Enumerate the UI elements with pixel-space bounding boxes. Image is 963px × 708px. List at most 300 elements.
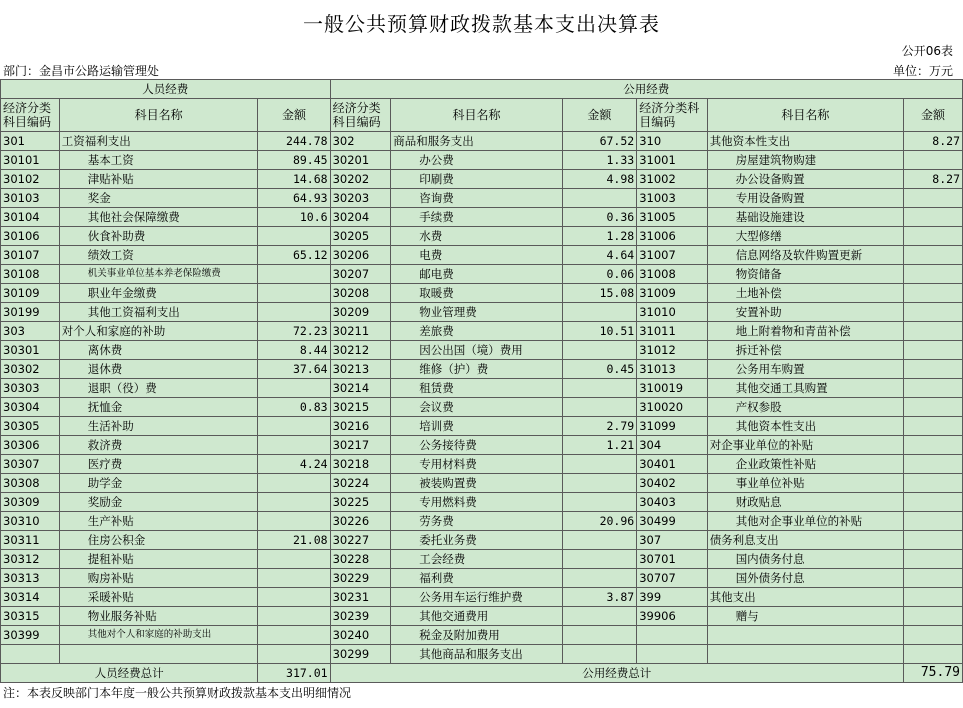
code-cell: 30201	[330, 151, 391, 170]
subject-cell: 差旅费	[391, 322, 562, 341]
subject-cell: 国内债务付息	[707, 550, 903, 569]
amount-cell	[562, 303, 637, 322]
subject-cell: 安置补助	[707, 303, 903, 322]
subject-cell: 专用燃料费	[391, 493, 562, 512]
expenditure-table	[0, 79, 963, 683]
table-row	[1, 303, 963, 322]
code-cell: 31006	[637, 227, 707, 246]
subject-cell: 专用材料费	[391, 455, 562, 474]
amount-cell: 0.36	[562, 208, 637, 227]
amount-cell: 20.96	[562, 512, 637, 531]
code-cell: 30240	[330, 626, 391, 645]
code-cell: 30307	[1, 455, 60, 474]
subject-cell: 产权参股	[707, 398, 903, 417]
amount-cell: 8.27	[903, 170, 962, 189]
amount-cell	[258, 626, 330, 645]
subject-cell: 物资储备	[707, 265, 903, 284]
amount-cell: 21.08	[258, 531, 330, 550]
public-total-label: 公用经费总计	[330, 664, 903, 683]
amount-cell	[562, 398, 637, 417]
amount-cell	[562, 189, 637, 208]
table-row	[1, 531, 963, 550]
code-cell: 399	[637, 588, 707, 607]
subject-cell: 工资福利支出	[59, 132, 258, 151]
subject-cell: 拆迁补偿	[707, 341, 903, 360]
code-cell: 30305	[1, 417, 60, 436]
amount-cell: 1.21	[562, 436, 637, 455]
header-amount: 金额	[562, 99, 637, 132]
department-label: 部门：金昌市公路运输管理处	[3, 64, 160, 78]
table-row	[1, 379, 963, 398]
amount-cell: 2.79	[562, 417, 637, 436]
code-cell: 30106	[1, 227, 60, 246]
table-row	[1, 170, 963, 189]
code-cell: 30499	[637, 512, 707, 531]
subject-cell: 其他资本性支出	[707, 132, 903, 151]
amount-cell: 14.68	[258, 170, 330, 189]
amount-cell	[903, 398, 962, 417]
subject-cell: 国外债务付息	[707, 569, 903, 588]
amount-cell	[562, 474, 637, 493]
subject-cell: 信息网络及软件购置更新	[707, 246, 903, 265]
code-cell: 30216	[330, 417, 391, 436]
subject-cell: 会议费	[391, 398, 562, 417]
subject-cell: 生活补助	[59, 417, 258, 436]
subject-cell: 物业服务补贴	[59, 607, 258, 626]
code-cell: 31002	[637, 170, 707, 189]
subject-cell: 因公出国（境）费用	[391, 341, 562, 360]
code-cell: 310	[637, 132, 707, 151]
code-cell: 30239	[330, 607, 391, 626]
subject-cell: 基础设施建设	[707, 208, 903, 227]
code-cell: 39906	[637, 607, 707, 626]
code-cell: 30217	[330, 436, 391, 455]
amount-cell: 15.08	[562, 284, 637, 303]
subject-cell: 退职（役）费	[59, 379, 258, 398]
amount-cell	[258, 512, 330, 531]
code-cell: 30303	[1, 379, 60, 398]
subject-cell: 地上附着物和青苗补偿	[707, 322, 903, 341]
amount-cell	[258, 645, 330, 664]
code-cell: 30306	[1, 436, 60, 455]
subject-cell: 培训费	[391, 417, 562, 436]
subject-cell: 津贴补贴	[59, 170, 258, 189]
subject-cell: 劳务费	[391, 512, 562, 531]
subject-cell: 助学金	[59, 474, 258, 493]
table-row	[1, 512, 963, 531]
amount-cell	[258, 227, 330, 246]
amount-cell	[903, 645, 962, 664]
code-cell: 31003	[637, 189, 707, 208]
amount-cell	[562, 645, 637, 664]
code-cell: 30108	[1, 265, 60, 284]
subject-cell: 取暖费	[391, 284, 562, 303]
code-cell: 302	[330, 132, 391, 151]
code-cell: 30401	[637, 455, 707, 474]
code-cell: 30312	[1, 550, 60, 569]
amount-cell	[903, 246, 962, 265]
table-row	[1, 151, 963, 170]
subject-cell: 公务用车运行维护费	[391, 588, 562, 607]
subject-cell	[59, 645, 258, 664]
code-cell: 30225	[330, 493, 391, 512]
table-row	[1, 645, 963, 664]
table-row	[1, 607, 963, 626]
subject-cell: 租赁费	[391, 379, 562, 398]
code-cell: 31001	[637, 151, 707, 170]
subject-cell: 赠与	[707, 607, 903, 626]
code-cell: 30399	[1, 626, 60, 645]
code-cell: 307	[637, 531, 707, 550]
personnel-total-value: 317.01	[258, 664, 330, 683]
subject-cell: 邮电费	[391, 265, 562, 284]
amount-cell: 8.44	[258, 341, 330, 360]
subject-cell: 税金及附加费用	[391, 626, 562, 645]
subject-cell: 其他对个人和家庭的补助支出	[59, 626, 258, 645]
amount-cell: 10.6	[258, 208, 330, 227]
subject-cell: 工会经费	[391, 550, 562, 569]
subject-cell: 咨询费	[391, 189, 562, 208]
code-cell: 30203	[330, 189, 391, 208]
code-cell: 30215	[330, 398, 391, 417]
code-cell: 30211	[330, 322, 391, 341]
amount-cell	[903, 474, 962, 493]
subject-cell: 维修（护）费	[391, 360, 562, 379]
code-cell: 30313	[1, 569, 60, 588]
amount-cell	[258, 417, 330, 436]
amount-cell: 244.78	[258, 132, 330, 151]
subject-cell: 其他支出	[707, 588, 903, 607]
header-public: 公用经费	[330, 80, 962, 99]
personnel-total-label: 人员经费总计	[1, 664, 258, 683]
header-subject: 科目名称	[59, 99, 258, 132]
code-cell: 31009	[637, 284, 707, 303]
code-cell: 31008	[637, 265, 707, 284]
footnote: 注：本表反映部门本年度一般公共预算财政拨款基本支出明细情况	[3, 686, 352, 700]
amount-cell	[903, 303, 962, 322]
amount-cell	[258, 436, 330, 455]
amount-cell: 0.83	[258, 398, 330, 417]
amount-cell: 1.28	[562, 227, 637, 246]
code-cell: 30301	[1, 341, 60, 360]
subject-cell: 专用设备购置	[707, 189, 903, 208]
code-cell: 30302	[1, 360, 60, 379]
code-cell: 301	[1, 132, 60, 151]
table-row	[1, 132, 963, 151]
code-cell: 310020	[637, 398, 707, 417]
subject-cell: 伙食补助费	[59, 227, 258, 246]
subject-cell: 职业年金缴费	[59, 284, 258, 303]
table-row	[1, 550, 963, 569]
table-row	[1, 189, 963, 208]
amount-cell	[903, 322, 962, 341]
amount-cell	[903, 379, 962, 398]
table-row	[1, 417, 963, 436]
amount-cell	[258, 569, 330, 588]
amount-cell: 0.06	[562, 265, 637, 284]
header-subject: 科目名称	[391, 99, 562, 132]
amount-cell	[903, 341, 962, 360]
code-cell: 30107	[1, 246, 60, 265]
amount-cell: 10.51	[562, 322, 637, 341]
code-cell: 30205	[330, 227, 391, 246]
subject-cell: 福利费	[391, 569, 562, 588]
amount-cell	[562, 626, 637, 645]
subject-cell	[707, 626, 903, 645]
code-cell: 30214	[330, 379, 391, 398]
amount-cell	[903, 569, 962, 588]
code-cell: 31007	[637, 246, 707, 265]
amount-cell	[258, 550, 330, 569]
subject-cell: 办公设备购置	[707, 170, 903, 189]
amount-cell	[903, 227, 962, 246]
amount-cell	[903, 512, 962, 531]
subject-cell: 事业单位补贴	[707, 474, 903, 493]
amount-cell: 0.45	[562, 360, 637, 379]
amount-cell	[562, 569, 637, 588]
subject-cell: 救济费	[59, 436, 258, 455]
subject-cell: 退休费	[59, 360, 258, 379]
amount-cell	[903, 417, 962, 436]
code-cell: 30204	[330, 208, 391, 227]
code-cell: 30206	[330, 246, 391, 265]
amount-cell	[903, 284, 962, 303]
subject-cell: 土地补偿	[707, 284, 903, 303]
subject-cell: 提租补贴	[59, 550, 258, 569]
subject-cell: 办公费	[391, 151, 562, 170]
amount-cell: 67.52	[562, 132, 637, 151]
code-cell: 31012	[637, 341, 707, 360]
amount-cell	[903, 360, 962, 379]
code-cell: 303	[1, 322, 60, 341]
amount-cell	[258, 284, 330, 303]
amount-cell	[903, 531, 962, 550]
code-cell: 30310	[1, 512, 60, 531]
subject-cell: 奖励金	[59, 493, 258, 512]
amount-cell	[258, 474, 330, 493]
amount-cell	[258, 588, 330, 607]
subject-cell: 电费	[391, 246, 562, 265]
code-cell: 30104	[1, 208, 60, 227]
code-cell: 30402	[637, 474, 707, 493]
subject-cell: 抚恤金	[59, 398, 258, 417]
subject-cell: 其他工资福利支出	[59, 303, 258, 322]
code-cell: 30299	[330, 645, 391, 664]
subject-cell: 离休费	[59, 341, 258, 360]
code-cell: 30228	[330, 550, 391, 569]
subject-cell: 奖金	[59, 189, 258, 208]
code-cell: 30102	[1, 170, 60, 189]
header-code: 经济分类科目编码	[1, 99, 60, 132]
amount-cell: 4.64	[562, 246, 637, 265]
subject-cell: 生产补贴	[59, 512, 258, 531]
table-row	[1, 398, 963, 417]
code-cell: 30209	[330, 303, 391, 322]
amount-cell: 3.87	[562, 588, 637, 607]
code-cell: 30314	[1, 588, 60, 607]
public-total-value: 75.79	[903, 664, 962, 683]
table-row	[1, 208, 963, 227]
table-row	[1, 265, 963, 284]
code-cell: 30304	[1, 398, 60, 417]
code-cell: 31010	[637, 303, 707, 322]
header-code: 经济分类科目编码	[637, 99, 707, 132]
subject-cell: 财政贴息	[707, 493, 903, 512]
table-row	[1, 341, 963, 360]
table-row	[1, 626, 963, 645]
amount-cell	[258, 303, 330, 322]
code-cell: 30103	[1, 189, 60, 208]
subject-cell: 采暖补贴	[59, 588, 258, 607]
subject-cell: 其他对企事业单位的补贴	[707, 512, 903, 531]
code-cell: 31013	[637, 360, 707, 379]
amount-cell	[903, 626, 962, 645]
subject-cell: 其他商品和服务支出	[391, 645, 562, 664]
amount-cell	[903, 588, 962, 607]
amount-cell	[258, 493, 330, 512]
header-code: 经济分类科目编码	[330, 99, 391, 132]
code-cell	[637, 645, 707, 664]
amount-cell	[562, 379, 637, 398]
unit-label: 单位：万元	[892, 64, 953, 78]
subject-cell: 商品和服务支出	[391, 132, 562, 151]
amount-cell	[562, 550, 637, 569]
header-amount: 金额	[258, 99, 330, 132]
code-cell: 31099	[637, 417, 707, 436]
amount-cell	[903, 436, 962, 455]
amount-cell	[562, 493, 637, 512]
code-cell: 30213	[330, 360, 391, 379]
code-cell: 30309	[1, 493, 60, 512]
header-personnel: 人员经费	[1, 80, 331, 99]
amount-cell: 1.33	[562, 151, 637, 170]
amount-cell	[903, 189, 962, 208]
code-cell: 30403	[637, 493, 707, 512]
amount-cell: 65.12	[258, 246, 330, 265]
amount-cell: 64.93	[258, 189, 330, 208]
code-cell: 310019	[637, 379, 707, 398]
subject-cell: 绩效工资	[59, 246, 258, 265]
amount-cell	[258, 265, 330, 284]
subject-cell: 公务用车购置	[707, 360, 903, 379]
amount-cell	[903, 493, 962, 512]
subject-cell: 委托业务费	[391, 531, 562, 550]
code-cell: 30109	[1, 284, 60, 303]
amount-cell	[903, 151, 962, 170]
subject-cell: 其他社会保障缴费	[59, 208, 258, 227]
subject-cell: 企业政策性补贴	[707, 455, 903, 474]
code-cell: 30101	[1, 151, 60, 170]
subject-cell: 水费	[391, 227, 562, 246]
table-row	[1, 588, 963, 607]
code-cell: 304	[637, 436, 707, 455]
amount-cell: 8.27	[903, 132, 962, 151]
form-code: 公开06表	[901, 44, 953, 58]
code-cell: 30226	[330, 512, 391, 531]
subject-cell: 物业管理费	[391, 303, 562, 322]
code-cell: 30208	[330, 284, 391, 303]
table-row	[1, 436, 963, 455]
page-title: 一般公共预算财政拨款基本支出决算表	[303, 12, 660, 36]
table-row	[1, 493, 963, 512]
amount-cell: 4.98	[562, 170, 637, 189]
subject-cell	[707, 645, 903, 664]
amount-cell	[903, 265, 962, 284]
amount-cell	[903, 208, 962, 227]
code-cell: 30212	[330, 341, 391, 360]
code-cell	[637, 626, 707, 645]
amount-cell	[258, 607, 330, 626]
subject-cell: 债务利息支出	[707, 531, 903, 550]
code-cell: 30218	[330, 455, 391, 474]
amount-cell: 89.45	[258, 151, 330, 170]
table-row	[1, 322, 963, 341]
subject-cell: 对个人和家庭的补助	[59, 322, 258, 341]
table-row	[1, 284, 963, 303]
subject-cell: 对企事业单位的补贴	[707, 436, 903, 455]
amount-cell	[903, 455, 962, 474]
header-amount: 金额	[903, 99, 962, 132]
subject-cell: 住房公积金	[59, 531, 258, 550]
amount-cell	[562, 455, 637, 474]
code-cell: 30707	[637, 569, 707, 588]
subject-cell: 医疗费	[59, 455, 258, 474]
code-cell: 30701	[637, 550, 707, 569]
table-row	[1, 227, 963, 246]
code-cell: 30207	[330, 265, 391, 284]
amount-cell	[562, 531, 637, 550]
subject-cell: 其他交通工具购置	[707, 379, 903, 398]
amount-cell: 4.24	[258, 455, 330, 474]
code-cell: 31005	[637, 208, 707, 227]
code-cell	[1, 645, 60, 664]
subject-cell: 印刷费	[391, 170, 562, 189]
code-cell: 30315	[1, 607, 60, 626]
subject-cell: 房屋建筑物购建	[707, 151, 903, 170]
header-subject: 科目名称	[707, 99, 903, 132]
table-row	[1, 360, 963, 379]
amount-cell	[903, 607, 962, 626]
subject-cell: 其他资本性支出	[707, 417, 903, 436]
code-cell: 30311	[1, 531, 60, 550]
table-row	[1, 474, 963, 493]
subject-cell: 购房补贴	[59, 569, 258, 588]
code-cell: 30199	[1, 303, 60, 322]
amount-cell	[562, 607, 637, 626]
subject-cell: 大型修缮	[707, 227, 903, 246]
subject-cell: 机关事业单位基本养老保险缴费	[59, 265, 258, 284]
amount-cell	[258, 379, 330, 398]
amount-cell: 37.64	[258, 360, 330, 379]
subject-cell: 公务接待费	[391, 436, 562, 455]
subject-cell: 被装购置费	[391, 474, 562, 493]
code-cell: 30227	[330, 531, 391, 550]
amount-cell	[562, 341, 637, 360]
amount-cell	[903, 550, 962, 569]
code-cell: 30308	[1, 474, 60, 493]
code-cell: 31011	[637, 322, 707, 341]
code-cell: 30224	[330, 474, 391, 493]
code-cell: 30202	[330, 170, 391, 189]
subject-cell: 其他交通费用	[391, 607, 562, 626]
subject-cell: 基本工资	[59, 151, 258, 170]
table-row	[1, 569, 963, 588]
code-cell: 30229	[330, 569, 391, 588]
subject-cell: 手续费	[391, 208, 562, 227]
table-row	[1, 455, 963, 474]
table-row	[1, 246, 963, 265]
code-cell: 30231	[330, 588, 391, 607]
